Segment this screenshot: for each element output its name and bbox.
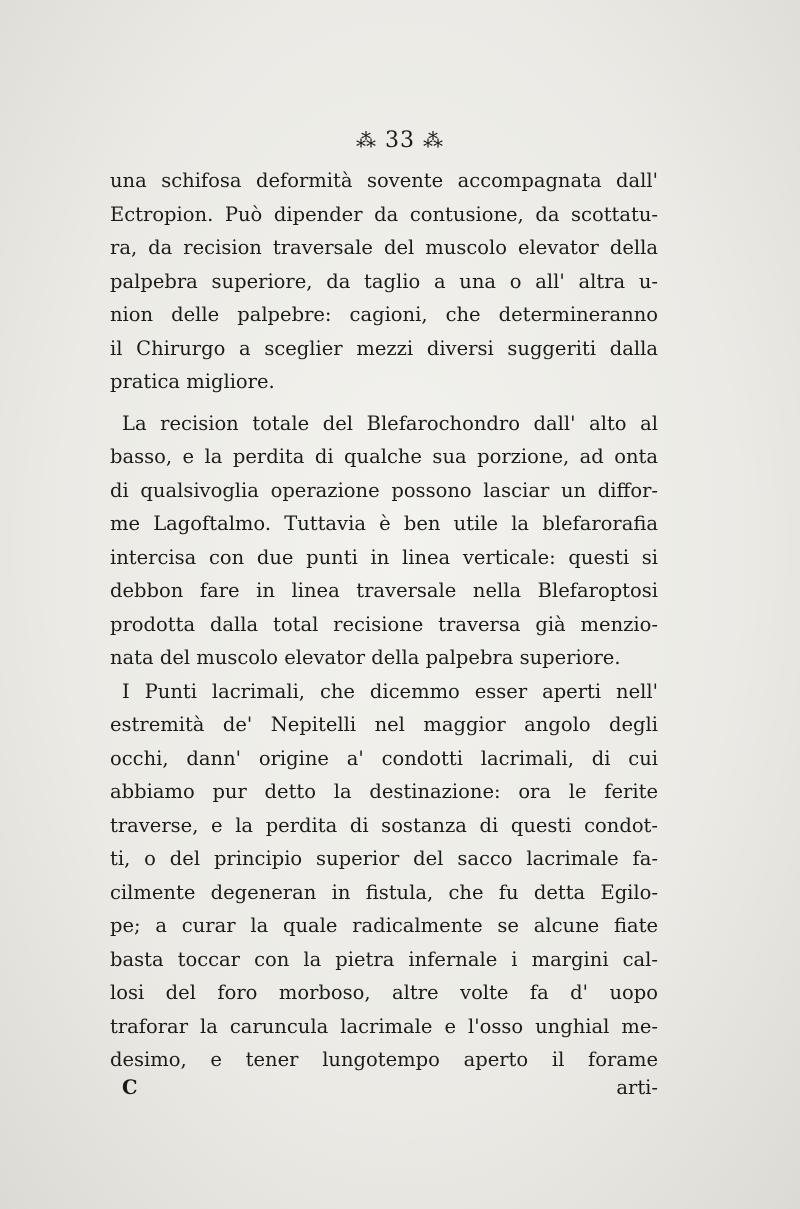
text-line: prodotta dalla total recisione traversa già menzio- [110, 612, 658, 636]
text-line: ra, da recision traversale del muscolo elevator della [110, 236, 658, 259]
left-ornament: ⁂ [356, 128, 377, 152]
text-line: traverse, e la perdita di sostanza di questi condot- [110, 813, 658, 837]
text-line: La recision totale del Blefarochondro dall' alto al [122, 411, 658, 435]
text-line: desimo, e tener lungotempo aperto il forame [110, 1048, 658, 1071]
text-line: traforar la caruncula lacrimale e l'osso unghial me- [110, 1014, 658, 1038]
text-line: il Chirurgo a sceglier mezzi diversi suggeriti dalla [110, 336, 658, 360]
text-line: basta toccar con la pietra infernale i margini cal- [110, 947, 658, 971]
text-line: debbon fare in linea traversale nella Blefaroptosi [110, 579, 658, 602]
text-line: pe; a curar la quale radicalmente se alcune fiate [110, 914, 658, 937]
catchword: arti- [616, 1076, 658, 1099]
text-line: ti, o del principio superior del sacco lacrimale fa- [110, 847, 658, 870]
text-line: I Punti lacrimali, che dicemmo esser aperti nell' [122, 679, 658, 703]
text-line: cilmente degeneran in fistula, che fu detta Egilo- [110, 880, 658, 904]
text-line: me Lagoftalmo. Tuttavia è ben utile la blefarorafia [110, 512, 658, 535]
right-ornament: ⁂ [423, 128, 444, 152]
page-footer [110, 1076, 658, 1110]
page-number: 33 [385, 128, 415, 153]
text-line: Ectropion. Può dipender da contusione, da scottatu- [110, 202, 658, 226]
text-line: di qualsivoglia operazione possono lasciar un diffor- [110, 478, 658, 502]
text-line: nion delle palpebre: cagioni, che determineranno [110, 303, 658, 326]
text-line: occhi, dann' origine a' condotti lacrimali, di cui [110, 746, 658, 770]
text-line: pratica migliore. [110, 370, 275, 393]
text-line: abbiamo pur detto la destinazione: ora le ferite [110, 780, 658, 803]
text-line: losi del foro morboso, altre volte fa d' uopo [110, 981, 658, 1004]
page-header [0, 128, 800, 153]
text-line: estremità de' Nepitelli nel maggior angolo degli [110, 713, 658, 736]
body-text [110, 164, 658, 1077]
text-line: basso, e la perdita di qualche sua porzione, ad onta [110, 445, 658, 468]
paragraph-3 [110, 675, 658, 1077]
signature-mark: C [122, 1076, 138, 1099]
paragraph-1 [110, 164, 658, 399]
paragraph-2 [110, 407, 658, 675]
text-line: intercisa con due punti in linea verticale: questi si [110, 545, 658, 569]
text-line: una schifosa deformità sovente accompagnata dall' [110, 169, 658, 192]
text-line: palpebra superiore, da taglio a una o all' altra u- [110, 269, 658, 293]
text-line: nata del muscolo elevator della palpebra superiore. [110, 646, 621, 669]
